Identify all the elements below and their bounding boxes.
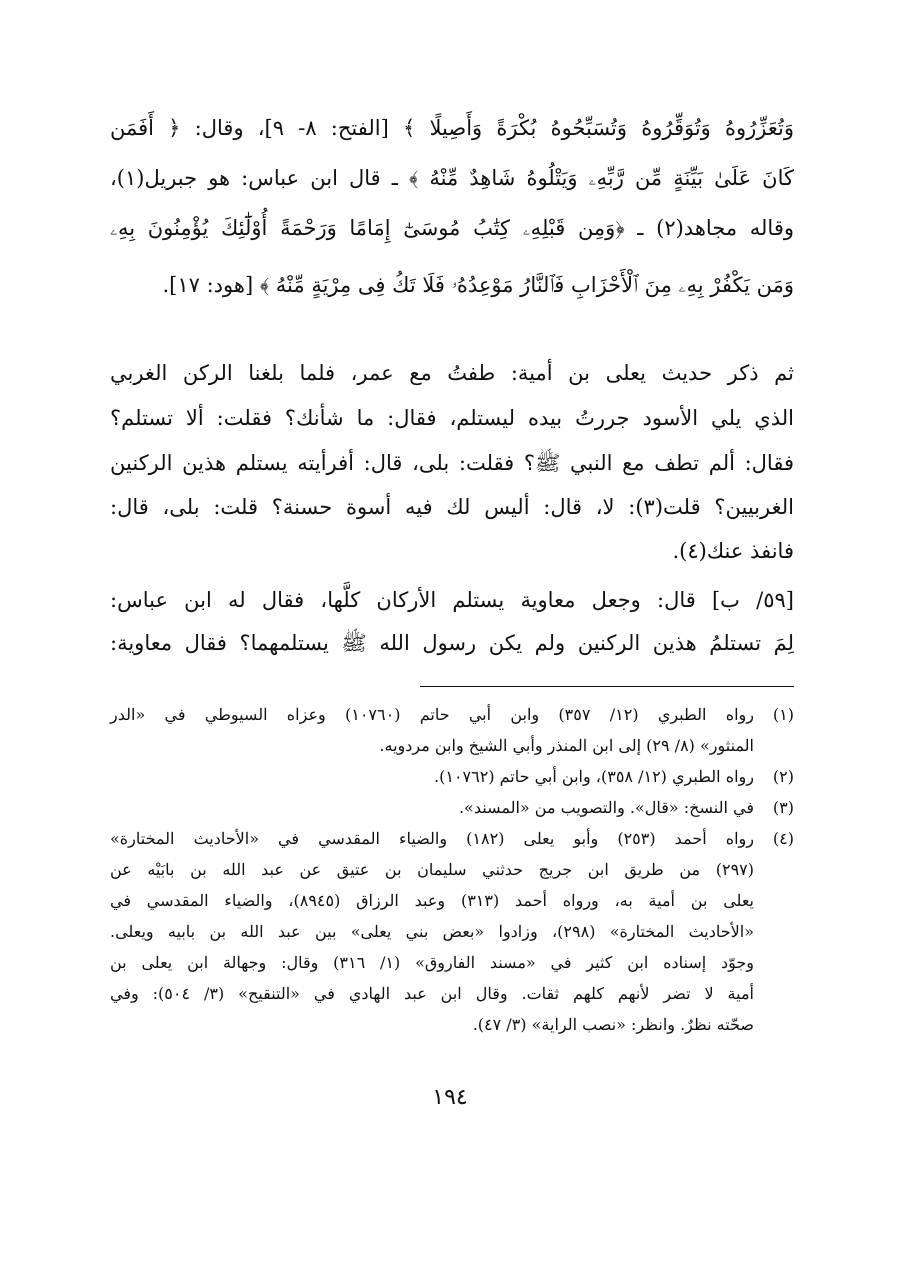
footnote-number: (٤) bbox=[772, 829, 794, 848]
body-text-line: الذي يلي الأسود جررتُ بيده ليستلم، فقال: ما شأنك؟ فقلت: ألا تستلم؟ bbox=[110, 406, 794, 430]
footnote-text: وجوّد إسناده ابن كثير في «مسند الفاروق» (١/ ٣١٦) وقال: وجهالة ابن يعلى بن bbox=[110, 953, 754, 972]
body-text-line: لِمَ تستلمُ هذين الركنين ولم يكن رسول الله ﷺ يستلمهما؟ فقال معاوية: bbox=[110, 631, 794, 655]
footnote-text: في النسخ: «قال». والتصويب من «المسند». bbox=[458, 798, 754, 817]
footnote-line bbox=[110, 824, 794, 854]
footnote-text: «الأحاديث المختارة» (٢٩٨)، وزادوا «بعض بني يعلى» بين عبد الله بن بابيه ويعلى. bbox=[110, 922, 754, 941]
footnote-text: رواه أحمد (٢٥٣) وأبو يعلى (١٨٢) والضياء المقدسي في «الأحاديث المختارة» bbox=[110, 829, 754, 848]
body-text-line: وقاله مجاهد(٢) ـ ﴿وَمِن قَبْلِهِۦ كِتَٰبُ مُوسَىٰٓ إِمَامًا وَرَحْمَةً أُوْلَٰٓئِكَ يُؤْمِنُونَ بِهِۦ bbox=[110, 216, 795, 240]
body-text-line: فانفذ عنك(٤). bbox=[672, 539, 794, 563]
body-text-line: كَانَ عَلَىٰ بَيِّنَةٍ مِّن رَّبِّهِۦ وَيَتْلُوهُ شَاهِدٌ مِّنْهُ ﴾ ـ قال ابن عباس: هو جبريل(١)، bbox=[110, 166, 794, 190]
footnote-text: صحّته نظرٌ. وانظر: «نصب الراية» (٣/ ٤٧). bbox=[472, 1015, 754, 1034]
footnote-text: يعلى بن أمية به، ورواه أحمد (٣١٣) وعبد الرزاق (٨٩٤٥)، والضياء المقدسي في bbox=[110, 891, 754, 910]
footnote-line bbox=[110, 700, 794, 730]
footnote-text: أمية لا تضر لأنهم كلهم ثقات. وقال ابن عبد الهادي في «التنقيح» (٣/ ٥٠٤): وفي bbox=[110, 984, 754, 1003]
footnote-text: رواه الطبري (١٢/ ٣٥٧) وابن أبي حاتم (١٠٧٦٠) وعزاه السيوطي في «الدر bbox=[110, 705, 754, 724]
footnote-line bbox=[110, 948, 794, 978]
body-text-line: الغربيين؟ قلت(٣): لا، قال: أليس لك فيه أسوة حسنة؟ قلت: بلى، قال: bbox=[110, 495, 794, 519]
footnote-line bbox=[110, 917, 794, 947]
body-text-line: ثم ذكر حديث يعلى بن أمية: طفتُ مع عمر، فلما بلغنا الركن الغربي bbox=[110, 361, 794, 385]
footnote-number: (١) bbox=[772, 705, 794, 724]
footnote-text: (٢٩٧) من طريق ابن جريج حدثني سليمان بن عتيق عن عبد الله بن بابَيْه عن bbox=[110, 860, 754, 879]
body-text-line: [٥٩/ ب] قال: وجعل معاوية يستلم الأركان كلَّها، فقال له ابن عباس: bbox=[110, 588, 794, 612]
body-text-line: وَمَن يَكْفُرْ بِهِۦ مِنَ ٱلْأَحْزَابِ فَٱلنَّارُ مَوْعِدُهُۥ فَلَا تَكُ فِى مِرْيَةٍ مِّنْهُ ﴾ [هود: ١٧]. bbox=[162, 273, 794, 297]
body-text-line: وَتُعَزِّرُوهُ وَتُوَقِّرُوهُ وَتُسَبِّحُوهُ بُكْرَةً وَأَصِيلًا ﴾ [الفتح: ٨- ٩]، وقال: ﴿ أَفَمَن bbox=[110, 116, 794, 140]
page-number: ١٩٤ bbox=[432, 1085, 468, 1110]
body-text-line: فقال: ألم تطف مع النبي ﷺ؟ فقلت: بلى، قال: أفرأيته يستلم هذين الركنين bbox=[110, 451, 794, 475]
footnote-number: (٢) bbox=[772, 767, 794, 786]
footnote-number: (٣) bbox=[772, 798, 794, 817]
footnote-line bbox=[110, 1010, 794, 1040]
footnote-line bbox=[110, 731, 794, 761]
footnote-separator bbox=[420, 686, 794, 687]
footnote-text: المنثور» (٨/ ٢٩) إلى ابن المنذر وأبي الشيخ وابن مردويه. bbox=[379, 736, 754, 755]
footnote-line bbox=[110, 886, 794, 916]
footnote-line bbox=[110, 855, 794, 885]
footnote-text: رواه الطبري (١٢/ ٣٥٨)، وابن أبي حاتم (١٠٧٦٢). bbox=[434, 767, 754, 786]
footnote-line bbox=[110, 793, 794, 823]
footnote-line bbox=[110, 762, 794, 792]
footnote-line bbox=[110, 979, 794, 1009]
